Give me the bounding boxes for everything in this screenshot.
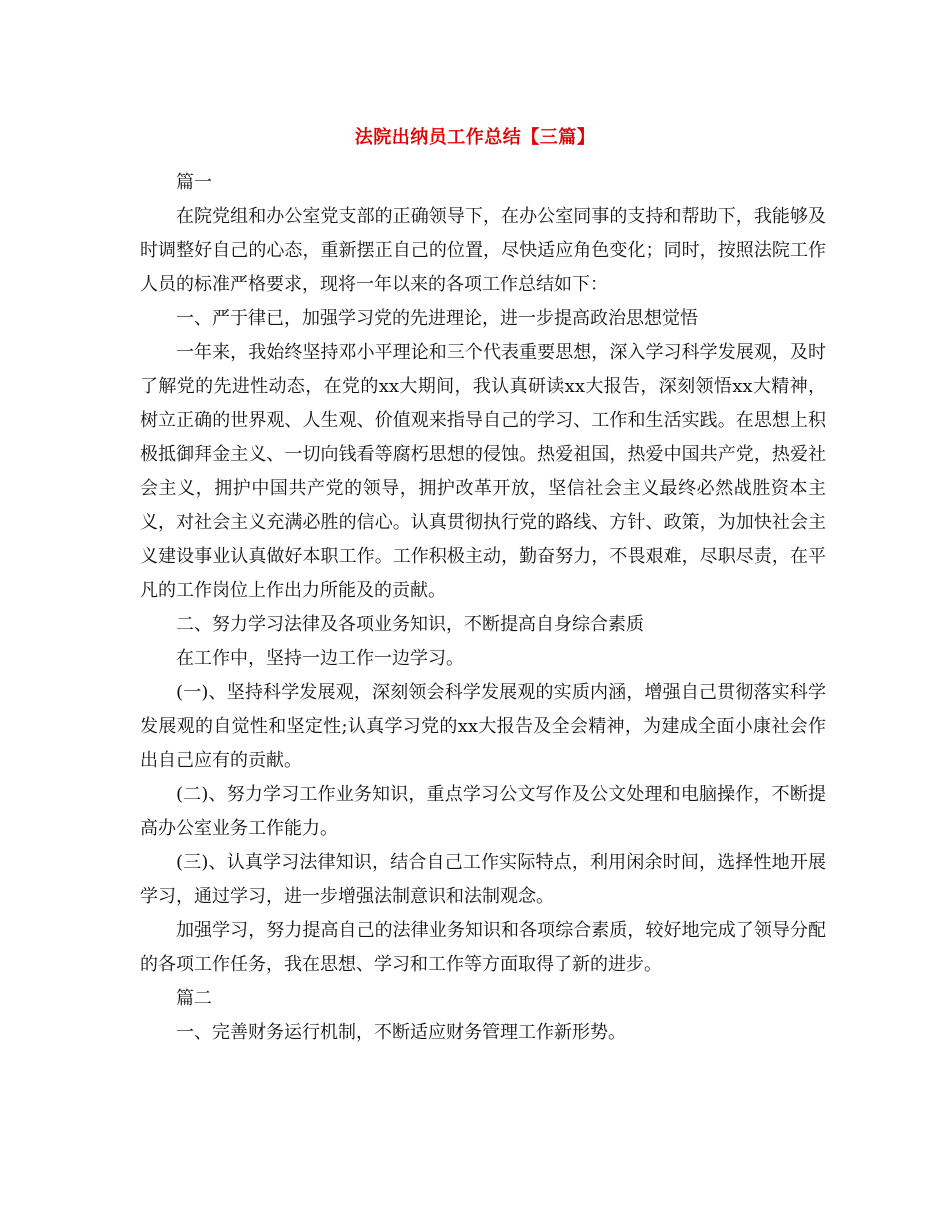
paragraph: 一、完善财务运行机制，不断适应财务管理工作新形势。 — [176, 1022, 626, 1043]
section-heading: 篇一 — [176, 172, 212, 193]
paragraph: 一、严于律已，加强学习党的先进理论，进一步提高政治思想觉悟 — [176, 308, 698, 329]
paragraph: 加强学习，努力提高自己的法律业务知识和各项综合素质，较好地完成了领导分配的各项工作任务，我在思想、学习和工作等方面取得了新的进步。 — [140, 920, 826, 975]
paragraph: (三)、认真学习法律知识，结合自己工作实际特点，利用闲余时间，选择性地开展学习，通过学习，进一步增强法制意识和法制观念。 — [140, 852, 826, 907]
paragraph: 在工作中，坚持一边工作一边学习。 — [176, 648, 464, 669]
document-body — [140, 166, 826, 1050]
paragraph: (一)、坚持科学发展观，深刻领会科学发展观的实质内涵，增强自己贯彻落实科学发展观的自觉性和坚定性;认真学习党的xx大报告及全会精神，为建成全面小康社会作出自己应有的贡献。 — [140, 682, 826, 771]
paragraph: 在院党组和办公室党支部的正确领导下，在办公室同事的支持和帮助下，我能够及时调整好自己的心态，重新摆正自己的位置，尽快适应角色变化；同时，按照法院工作人员的标准严格要求，现将一年以来的各项工作总结如下： — [140, 206, 826, 295]
document-title: 法院出纳员工作总结【三篇】 — [354, 127, 596, 148]
paragraph: 一年来，我始终坚持邓小平理论和三个代表重要思想，深入学习科学发展观，及时了解党的先进性动态，在党的xx大期间，我认真研读xx大报告，深刻领悟xx大精神，树立正确的世界观、人生观、价值观来指导自己的学习、工作和生活实践。在思想上积极抵御拜金主义、一切向钱看等腐朽思想的侵蚀。热爱祖国，热爱中国共产党，热爱社会主义，拥护中国共产党的领导，拥护改革开放，坚信社会主义最终必然战胜资本主义，对社会主义充满必胜的信心。认真贯彻执行党的路线、方针、政策，为加快社会主义建设事业认真做好本职工作。工作积极主动，勤奋努力，不畏艰难，尽职尽责，在平凡的工作岗位上作出力所能及的贡献。 — [140, 342, 826, 601]
paragraph: (二)、努力学习工作业务知识，重点学习公文写作及公文处理和电脑操作，不断提高办公室业务工作能力。 — [140, 784, 826, 839]
paragraph: 二、努力学习法律及各项业务知识，不断提高自身综合素质 — [176, 614, 644, 635]
section-heading: 篇二 — [176, 988, 212, 1009]
